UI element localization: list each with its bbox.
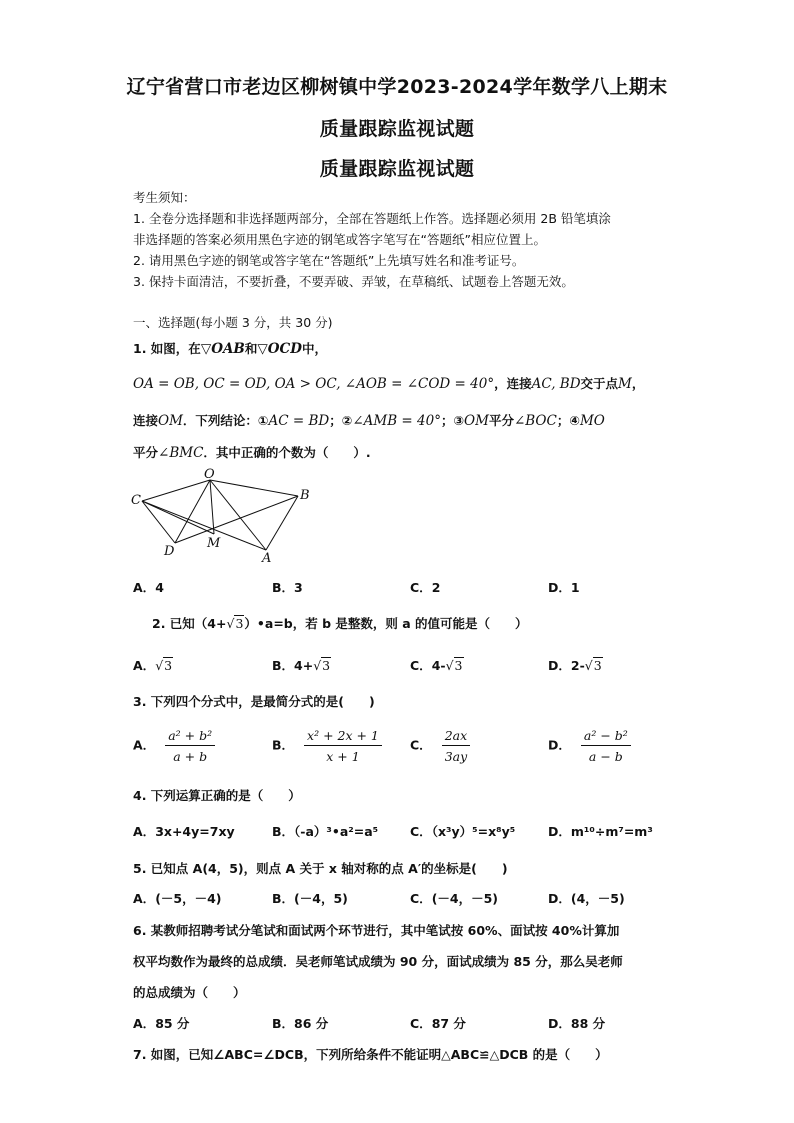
q1-sep-4: ；④ [556, 413, 580, 428]
q6-stem-line1: 6. 某教师招聘考试分笔试和面试两个环节进行，其中笔试按 60%、面试按 40%计算加 [133, 923, 620, 938]
q6-option-d[interactable] [548, 1014, 605, 1032]
q1-sep-3: ；③ [440, 413, 465, 428]
option-value: 86 分 [294, 1016, 329, 1031]
option-letter: C． [410, 891, 432, 906]
q1-line1-post: 中， [301, 341, 327, 356]
q1-line1 [133, 339, 327, 357]
q2-option-b[interactable] [272, 656, 331, 674]
option-letter: A． [133, 580, 156, 595]
q2-post: ）•a=b，若 b 是整数，则 a 的值可能是（ ） [244, 616, 528, 631]
option-value: 88 分 [570, 1016, 606, 1031]
fraction-denominator: x + 1 [326, 749, 360, 764]
q1-and: 和 [244, 341, 258, 356]
q4-option-a[interactable] [133, 822, 235, 840]
q1-line2-end: ， [631, 376, 645, 391]
option-value: 87 分 [431, 1016, 466, 1031]
q3-stem: 3. 下列四个分式中，是最简分式的是( ) [133, 694, 375, 709]
section-heading: 一、选择题(每小题 3 分，共 30 分) [133, 315, 333, 330]
q2-option-a[interactable] [133, 656, 173, 674]
fraction-numerator: a² + b² [165, 728, 215, 746]
q1-segment-om: OM [158, 413, 183, 429]
option-fraction [581, 728, 631, 764]
q1-conclusion-1: AC = BD [268, 413, 330, 429]
q6-option-b[interactable] [272, 1014, 328, 1032]
option-prefix: 4+ [294, 658, 314, 673]
fraction-denominator: a − b [588, 749, 623, 764]
sqrt-symbol: √3 [313, 658, 331, 673]
fraction-numerator: x² + 2x + 1 [304, 728, 382, 746]
option-radicand: 3 [454, 658, 463, 673]
q5-option-a[interactable] [133, 889, 222, 907]
sqrt-symbol: √3 [584, 658, 602, 673]
q2-option-d[interactable] [548, 656, 603, 674]
q4-option-b[interactable] [272, 822, 378, 840]
q1-option-c[interactable] [410, 578, 440, 596]
q4-option-c[interactable] [410, 822, 515, 840]
notice-item-2: 2. 请用黑色字迹的钢笔或答字笔在“答题纸”上先填写姓名和准考证号。 [133, 253, 525, 268]
q2-option-c[interactable] [410, 656, 464, 674]
option-letter: A． [133, 891, 156, 906]
exam-title-line3: 质量跟踪监视试题 [319, 158, 475, 180]
option-value: 3x+4y=7xy [155, 824, 235, 839]
q1-line2 [133, 374, 644, 392]
option-letter: B． [272, 737, 295, 753]
q6-stem-line2: 权平均数作为最终的总成绩．吴老师笔试成绩为 90 分，面试成绩为 85 分，那么吴老师 [133, 954, 623, 969]
option-letter: A． [133, 824, 156, 839]
exam-title-line1: 辽宁省营口市老边区柳树镇中学2023-2024学年数学八上期末 [126, 76, 668, 98]
q6-option-a[interactable] [133, 1014, 189, 1032]
q1-line3-mid: ．下列结论：① [182, 413, 269, 428]
q2-sqrt: √3 [226, 616, 244, 631]
option-letter: A． [133, 658, 156, 673]
q1-line1-pre: 1. 如图，在 [133, 341, 201, 356]
option-letter: C． [410, 824, 432, 839]
q1-option-b[interactable] [272, 578, 303, 596]
q7-stem: 7. 如图，已知∠ABC=∠DCB，下列所给条件不能证明△ABC≌△DCB 的是（ ） [133, 1047, 608, 1062]
option-fraction [304, 728, 382, 764]
q3-option-b[interactable] [272, 728, 382, 764]
q5-option-c[interactable] [410, 889, 498, 907]
fig-label-b: B [300, 488, 310, 503]
fig-label-m: M [207, 536, 221, 551]
q3-option-d[interactable] [548, 728, 631, 764]
q1-segments: AC, BD [531, 376, 581, 392]
option-prefix: 4- [431, 658, 446, 673]
q5-option-b[interactable] [272, 889, 348, 907]
q1-line4-post: ．其中正确的个数为（ ）. [203, 445, 371, 460]
option-value: (－4，－5) [431, 891, 499, 906]
q1-intersect-text: 交于点 [580, 376, 619, 391]
option-radicand: 3 [593, 658, 602, 673]
q1-point-m: M [618, 376, 632, 392]
option-letter: B． [272, 580, 295, 595]
option-letter: A． [133, 1016, 156, 1031]
option-letter: D． [548, 737, 571, 753]
exam-title-line2: 质量跟踪监视试题 [319, 118, 475, 140]
option-radicand: 3 [164, 658, 173, 673]
fig-label-c: C [131, 493, 141, 508]
q2-stem [152, 614, 528, 632]
option-letter: B． [272, 1016, 295, 1031]
q1-option-a[interactable] [133, 578, 164, 596]
option-value: m¹⁰÷m⁷=m³ [570, 824, 653, 839]
option-value: （-a）³•a²=a⁵ [294, 824, 379, 839]
option-fraction [165, 728, 215, 764]
fraction-denominator: a + b [173, 749, 208, 764]
option-value: 3 [294, 580, 303, 595]
option-letter: B． [272, 891, 295, 906]
fraction-numerator: a² − b² [581, 728, 631, 746]
q1-conclusion-3a: OM [464, 413, 489, 429]
option-letter: C． [410, 580, 432, 595]
option-letter: D． [548, 658, 571, 673]
q6-option-c[interactable] [410, 1014, 466, 1032]
option-value: (4，－5) [570, 891, 625, 906]
fraction-denominator: 3ay [444, 749, 468, 764]
q4-stem: 4. 下列运算正确的是（ ） [133, 788, 301, 803]
q1-conclusion-4a: MO [579, 413, 605, 429]
option-letter: C． [410, 1016, 432, 1031]
q2-pre: 2. 已知（4+ [152, 616, 227, 631]
q1-option-d[interactable] [548, 578, 580, 596]
q1-triangle-oab: ▽OAB [200, 341, 245, 357]
option-letter: B． [272, 658, 295, 673]
option-radicand: 3 [322, 658, 331, 673]
option-letter: A． [133, 737, 156, 753]
fraction-numerator: 2ax [442, 728, 470, 746]
option-value: 2 [431, 580, 441, 595]
notice-item-3: 3. 保持卡面清洁，不要折叠，不要弄破、弄皱，在草稿纸、试题卷上答题无效。 [133, 274, 574, 289]
option-letter: D． [548, 1016, 571, 1031]
fig-label-d: D [164, 544, 175, 559]
q1-triangle-ocd: ▽OCD [257, 341, 302, 357]
q5-option-d[interactable] [548, 889, 625, 907]
option-value: (－4，5) [294, 891, 348, 906]
option-letter: D． [548, 891, 571, 906]
q1-connect-text: ，连接 [494, 376, 532, 391]
option-letter: C． [410, 737, 432, 753]
fig-label-a: A [262, 551, 272, 566]
option-value: 1 [570, 580, 580, 595]
option-letter: C． [410, 658, 432, 673]
option-letter: B． [272, 824, 295, 839]
notice-item-1b: 非选择题的答案必须用黑色字迹的钢笔或答字笔写在“答题纸”相应位置上。 [133, 232, 546, 247]
q1-conclusion-2: ∠AMB = 40° [352, 413, 441, 429]
q1-sep-2: ；② [329, 413, 353, 428]
q1-line4-pre: 平分 [133, 445, 159, 460]
q1-conditions: OA = OB, OC = OD, OA > OC, ∠AOB = ∠COD = 40° [133, 376, 495, 392]
q5-stem: 5. 已知点 A(4，5)，则点 A 关于 x 轴对称的点 A′的坐标是( ) [133, 861, 508, 876]
option-fraction [442, 728, 470, 764]
notice-heading: 考生须知： [133, 190, 196, 205]
q1-sep-3b: 平分 [488, 413, 514, 428]
q1-line4 [133, 443, 371, 461]
option-value: 4 [155, 580, 164, 595]
option-value: (－5，－4) [155, 891, 222, 906]
q1-line3-pre: 连接 [133, 413, 159, 428]
q3-option-a[interactable] [133, 728, 215, 764]
sqrt-symbol: √3 [445, 658, 463, 673]
q3-option-c[interactable] [410, 728, 470, 764]
q2-radicand: 3 [235, 616, 244, 631]
option-letter: D． [548, 580, 571, 595]
notice-item-1a: 1. 全卷分选择题和非选择题两部分，全部在答题纸上作答。选择题必须用 2B 铅笔填涂 [133, 211, 611, 226]
q1-conclusion-4b: ∠BMC [158, 445, 204, 461]
q1-conclusion-3b: ∠BOC [513, 413, 557, 429]
option-value: （x³y）⁵=x⁸y⁵ [431, 824, 516, 839]
q4-option-d[interactable] [548, 822, 653, 840]
sqrt-symbol: √3 [155, 658, 173, 673]
option-prefix: 2- [570, 658, 585, 673]
option-letter: D． [548, 824, 571, 839]
q6-stem-line3: 的总成绩为（ ） [133, 985, 246, 1000]
q1-line3 [133, 411, 605, 429]
q1-geometry-figure [126, 466, 326, 566]
fig-label-o: O [204, 467, 215, 482]
option-value: 85 分 [155, 1016, 190, 1031]
